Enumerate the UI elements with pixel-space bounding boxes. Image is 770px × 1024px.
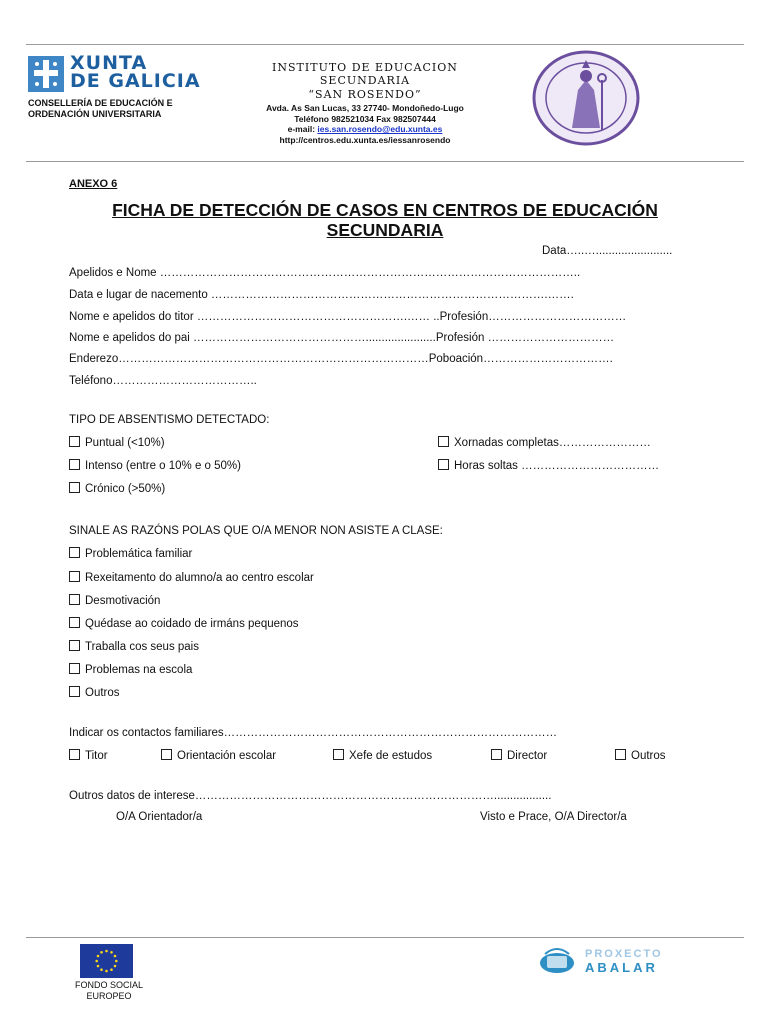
checkbox-icon[interactable] bbox=[69, 594, 80, 605]
school-address: Avda. As San Lucas, 33 27740- Mondoñedo-Lugo Teléfono 982521034 Fax 982507444 e-mail: ies.san.rosendo@edu.xunta.es http://centros.edu.xunta.es/iessanrosendo bbox=[225, 103, 505, 145]
reason-option[interactable]: Rexeitamento do alumno/a ao centro escolar bbox=[69, 571, 314, 584]
checkbox-icon[interactable] bbox=[438, 459, 449, 470]
header-rule bbox=[26, 161, 744, 162]
reason-option[interactable]: Traballa cos seus pais bbox=[69, 640, 199, 653]
contact-option[interactable]: Xefe de estudos bbox=[333, 749, 432, 762]
phone-field[interactable]: Teléfono……………………………….. bbox=[69, 375, 257, 387]
absenteeism-option[interactable]: Horas soltas ……………………………… bbox=[438, 459, 659, 472]
checkbox-icon[interactable] bbox=[69, 571, 80, 582]
contact-option[interactable]: Titor bbox=[69, 749, 108, 762]
annex-label: ANEXO 6 bbox=[69, 178, 118, 190]
fse-label: FONDO SOCIAL EUROPEO bbox=[74, 980, 143, 1001]
eu-flag-logo bbox=[80, 944, 133, 978]
checkbox-icon[interactable] bbox=[69, 617, 80, 628]
abalar-logo bbox=[537, 946, 697, 976]
birth-date-place-field[interactable]: Data e lugar de nacemento …………………………………………………………………………….……. bbox=[69, 289, 574, 301]
contact-option[interactable]: Director bbox=[491, 749, 547, 762]
form-title: FICHA DE DETECCIÓN DE CASOS EN CENTROS DE EDUCACIÓN SECUNDARIA bbox=[112, 200, 658, 240]
institute-title: INSTITUTO DE EDUCACION SECUNDARIA bbox=[272, 61, 458, 87]
xunta-wordmark: XUNTA DE GALICIA bbox=[70, 52, 201, 92]
reason-option[interactable]: Problemas na escola bbox=[69, 663, 192, 676]
absenteeism-heading: TIPO DE ABSENTISMO DETECTADO: bbox=[69, 414, 270, 426]
contact-option[interactable]: Outros bbox=[615, 749, 666, 762]
reason-option[interactable]: Outros bbox=[69, 686, 120, 699]
other-data-field[interactable]: Outros datos de interese…………………………………………………………………….................. bbox=[69, 790, 552, 802]
checkbox-icon[interactable] bbox=[438, 436, 449, 447]
checkbox-icon[interactable] bbox=[69, 547, 80, 558]
checkbox-icon[interactable] bbox=[69, 663, 80, 674]
checkbox-icon[interactable] bbox=[615, 749, 626, 760]
abalar-line1: PROXECTO bbox=[585, 948, 663, 960]
tutor-name-field[interactable]: Nome e apelidos do titor ……………………………………………….…… ..Profesión……………………………… bbox=[69, 311, 627, 323]
absenteeism-option[interactable]: Xornadas completas…………………… bbox=[438, 436, 651, 449]
reason-option[interactable]: Quédase ao coidado de irmáns pequenos bbox=[69, 617, 299, 630]
surname-name-field[interactable]: Apelidos e Nome ……………………………………………………………………………………………….. bbox=[69, 267, 581, 279]
absenteeism-option[interactable]: Intenso (entre o 10% e o 50%) bbox=[69, 459, 241, 472]
absenteeism-option[interactable]: Crónico (>50%) bbox=[69, 482, 165, 495]
school-seal-image bbox=[532, 50, 640, 146]
checkbox-icon[interactable] bbox=[161, 749, 172, 760]
footer-rule bbox=[26, 937, 744, 938]
checkbox-icon[interactable] bbox=[69, 459, 80, 470]
abalar-line2: ABALAR bbox=[585, 960, 658, 975]
address-field[interactable]: Enderezo………………………………………………………………………Poboación……………………………. bbox=[69, 353, 613, 365]
reason-option[interactable]: Desmotivación bbox=[69, 594, 160, 607]
contact-option[interactable]: Orientación escolar bbox=[161, 749, 276, 762]
top-rule bbox=[26, 44, 744, 45]
checkbox-icon[interactable] bbox=[333, 749, 344, 760]
checkbox-icon[interactable] bbox=[491, 749, 502, 760]
website-text: http://centros.edu.xunta.es/iessanrosendo bbox=[279, 134, 451, 145]
counselor-signature-label: O/A Orientador/a bbox=[116, 811, 203, 823]
family-contacts-field[interactable]: Indicar os contactos familiares…………………………………………………………………………… bbox=[69, 727, 558, 739]
conselleria-name: CONSELLERÍA DE EDUCACIÓN E ORDENACIÓN UNIVERSITARIA bbox=[28, 98, 173, 119]
father-name-field[interactable]: Nome e apelidos do pai ………………………………………......................Profesión …………………………… bbox=[69, 332, 615, 344]
checkbox-icon[interactable] bbox=[69, 482, 80, 493]
director-signature-label: Visto e Prace, O/A Director/a bbox=[480, 811, 627, 823]
email-link[interactable]: ies.san.rosendo@edu.xunta.es bbox=[317, 124, 443, 134]
reasons-heading: SINALE AS RAZÓNS POLAS QUE O/A MENOR NON ASISTE A CLASE: bbox=[69, 525, 443, 537]
absenteeism-option[interactable]: Puntual (<10%) bbox=[69, 436, 165, 449]
checkbox-icon[interactable] bbox=[69, 686, 80, 697]
checkbox-icon[interactable] bbox=[69, 749, 80, 760]
school-name: “SAN ROSENDO” bbox=[308, 88, 422, 101]
date-field[interactable]: Data…..…........................ bbox=[542, 245, 673, 257]
xunta-flag-logo bbox=[28, 56, 64, 92]
checkbox-icon[interactable] bbox=[69, 436, 80, 447]
reason-option[interactable]: Problemática familiar bbox=[69, 547, 192, 560]
checkbox-icon[interactable] bbox=[69, 640, 80, 651]
